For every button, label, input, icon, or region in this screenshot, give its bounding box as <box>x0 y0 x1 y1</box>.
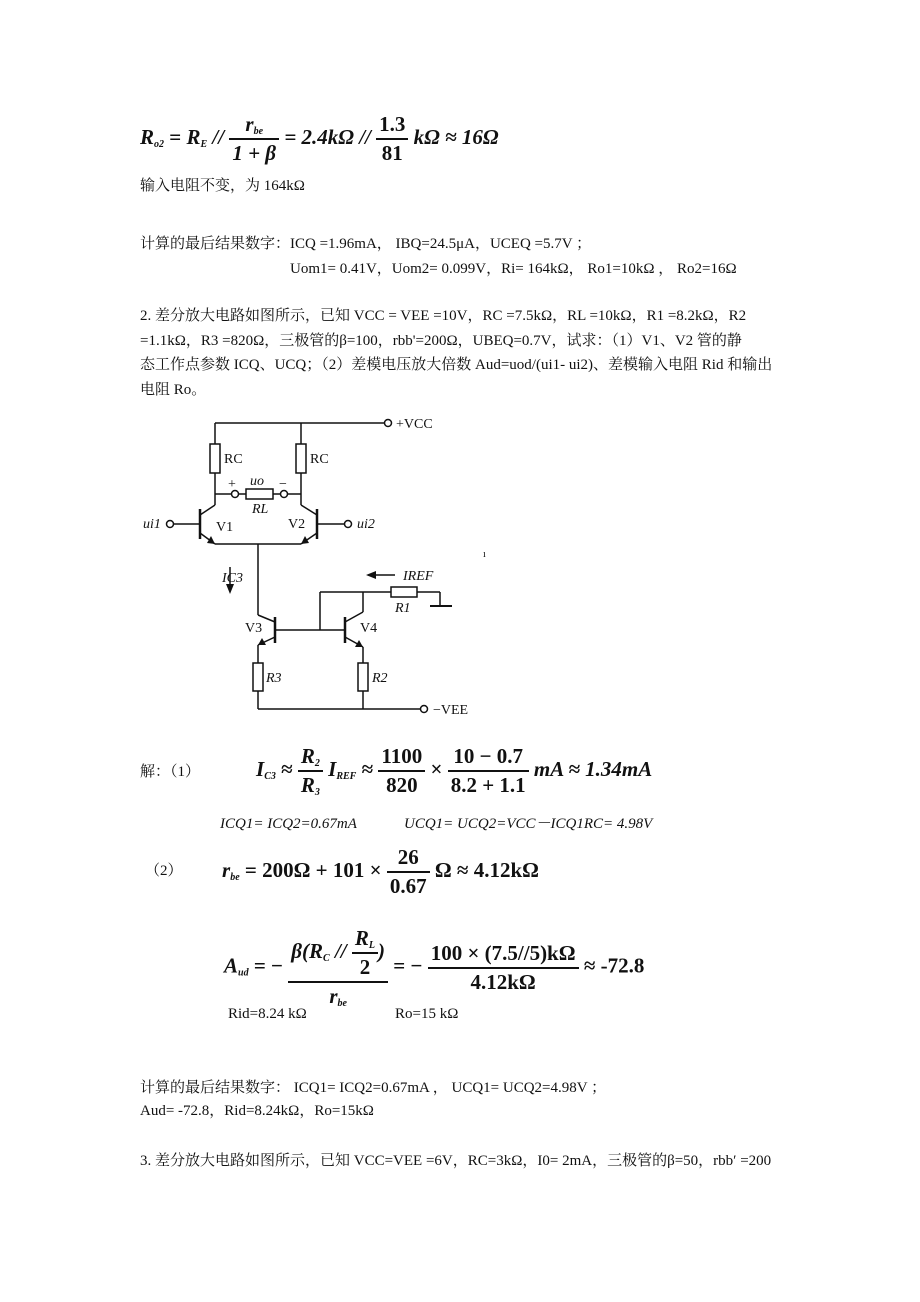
equation-ro2: $R_{o2} = R_E$ // $\frac{r_{be}}{1 + \beta}$ = 2.4kΩ // $\frac{1.3}{81}$ kΩ ≈ 16Ω <box>140 112 499 165</box>
r1-label: R1 <box>395 601 411 616</box>
problem2-line4: 电阻 Ro。 <box>140 382 207 398</box>
ic3-label: IC3 <box>222 571 243 586</box>
fraction-aud-numeric: $\frac{100 \times (7.5//5)k\Omega}{4.12k\Omega}$ <box>428 941 579 995</box>
vee-terminal <box>421 706 428 713</box>
v1-label: V1 <box>216 520 234 535</box>
fraction-r2-over-r3: $\frac{R_2}{R_3}$ <box>298 744 323 798</box>
vcc-terminal <box>385 420 392 427</box>
ui1-label: ui1 <box>143 517 161 532</box>
fraction-1100-over-820: $\frac{1100}{820}$ <box>378 744 425 798</box>
ui2-label: ui2 <box>357 517 375 532</box>
results1-values: ICQ =1.96mA， IBQ=24.5μA，UCEQ =5.7V ； <box>290 236 592 252</box>
v1-emitter-arrow <box>207 536 215 544</box>
vee-label: −VEE <box>433 703 469 718</box>
vcc-label: +VCC <box>396 417 433 432</box>
equation-ic3: $I_{C3}$ ≈ $\frac{R_2}{R_3}$ $I_{REF}$ ≈ $\frac{1100}{820}$ × $\frac{10 - 0.7}{8.2 + 1.1}$ mA ≈ 1.34mA <box>256 744 653 798</box>
fraction-aud-symbolic: $\beta(R_C$ // $\frac{R_L}{2}$ ) $r_{be}$ <box>288 926 388 1009</box>
uo-label: uo <box>250 474 264 489</box>
rl-label: RL <box>252 502 269 517</box>
input-resistance-text: 输入电阻不变，为 164kΩ <box>140 178 305 194</box>
ucq-line: UCQ1= UCQ2=VCC－ICQ1RC= 4.98V <box>404 816 653 832</box>
v4-label: V4 <box>360 621 378 636</box>
rc-left-resistor <box>210 444 220 473</box>
problem2-line1: 2. 差分放大电路如图所示，已知 VCC = VEE =10V，RC =7.5kΩ，RL =10kΩ，R1 =8.2kΩ，R2 <box>140 308 747 324</box>
problem3-line1: 3. 差分放大电路如图所示，已知 VCC=VEE =6V，RC=3kΩ，I0= 2mA，三极管的β=50，rbb′ =200 <box>140 1153 772 1169</box>
fraction-voltage-over-resistance: $\frac{10 - 0.7}{8.2 + 1.1}$ <box>448 744 529 798</box>
results2-line1: 计算的最后结果数字： ICQ1= ICQ2=0.67mA ， UCQ1= UCQ2=4.98V ； <box>140 1080 607 1096</box>
results1-line2: Uom1= 0.41V，Uom2= 0.099V，Ri= 164kΩ， Ro1=10kΩ ， Ro2=16Ω <box>290 261 737 277</box>
problem2-line3: 态工作点参数 ICQ、UCQ；（2）差模电压放大倍数 Aud=uod/(ui1- ui2)、差模输入电阻 Rid 和输出 <box>140 357 773 373</box>
v3-label: V3 <box>245 621 263 636</box>
ui1-terminal <box>167 521 174 528</box>
r2-label: R2 <box>372 671 388 686</box>
r2-resistor <box>358 663 368 691</box>
icq-line: ICQ1= ICQ2=0.67mA <box>220 816 357 832</box>
ui2-terminal <box>345 521 352 528</box>
fraction-rl-over-2: $\frac{R_L}{2}$ <box>352 926 378 980</box>
fraction-26-over-0p67: $\frac{26}{0.67}$ <box>387 845 430 899</box>
results2-line2: Aud= -72.8，Rid=8.24kΩ，Ro=15kΩ <box>140 1103 374 1119</box>
fraction-rbe-over-beta: $\frac{r_{be}}{1 + \beta}$ <box>229 112 279 166</box>
rc-left-label: RC <box>224 452 243 467</box>
results1-label: 计算的最后结果数字： <box>140 236 291 252</box>
v2-label: V2 <box>288 517 306 532</box>
r1-resistor <box>391 587 417 597</box>
rc-right-label: RC <box>310 452 329 467</box>
uo-plus-label: + <box>228 477 236 492</box>
r3-resistor <box>253 663 263 691</box>
uo-minus-label: − <box>279 477 287 492</box>
solution-label-1: 解：（1） <box>140 764 201 780</box>
iref-label: IREF <box>403 569 434 584</box>
problem2-line2: =1.1kΩ，R3 =820Ω，三极管的β=100，rbb'=200Ω，UBEQ=0.7V，试求：（1）V1、V2 管的静 <box>140 333 742 349</box>
fraction-1p3-over-81: $\frac{1.3}{81}$ <box>376 112 408 166</box>
equation-aud: $A_{ud}$ = − $\beta(R_C$ // $\frac{R_L}{2}$ ) $r_{be}$ = − $\frac{100 \times (7.5//5)k\Omega}{4.12k\Omega}$ ≈ -72.8 <box>224 926 645 1009</box>
ro-line: Ro=15 kΩ <box>395 1006 459 1022</box>
iref-arrow-head <box>366 571 376 579</box>
rl-resistor <box>246 489 273 499</box>
r3-label: R3 <box>266 671 282 686</box>
stray-mark: ı <box>483 549 486 560</box>
solution-label-2: （2） <box>145 863 183 879</box>
equation-rbe: $r_{be} = 200\Omega + 101$ × $\frac{26}{0.67}$ Ω ≈ 4.12kΩ <box>222 845 539 898</box>
rid-line: Rid=8.24 kΩ <box>228 1006 307 1022</box>
rc-right-resistor <box>296 444 306 473</box>
